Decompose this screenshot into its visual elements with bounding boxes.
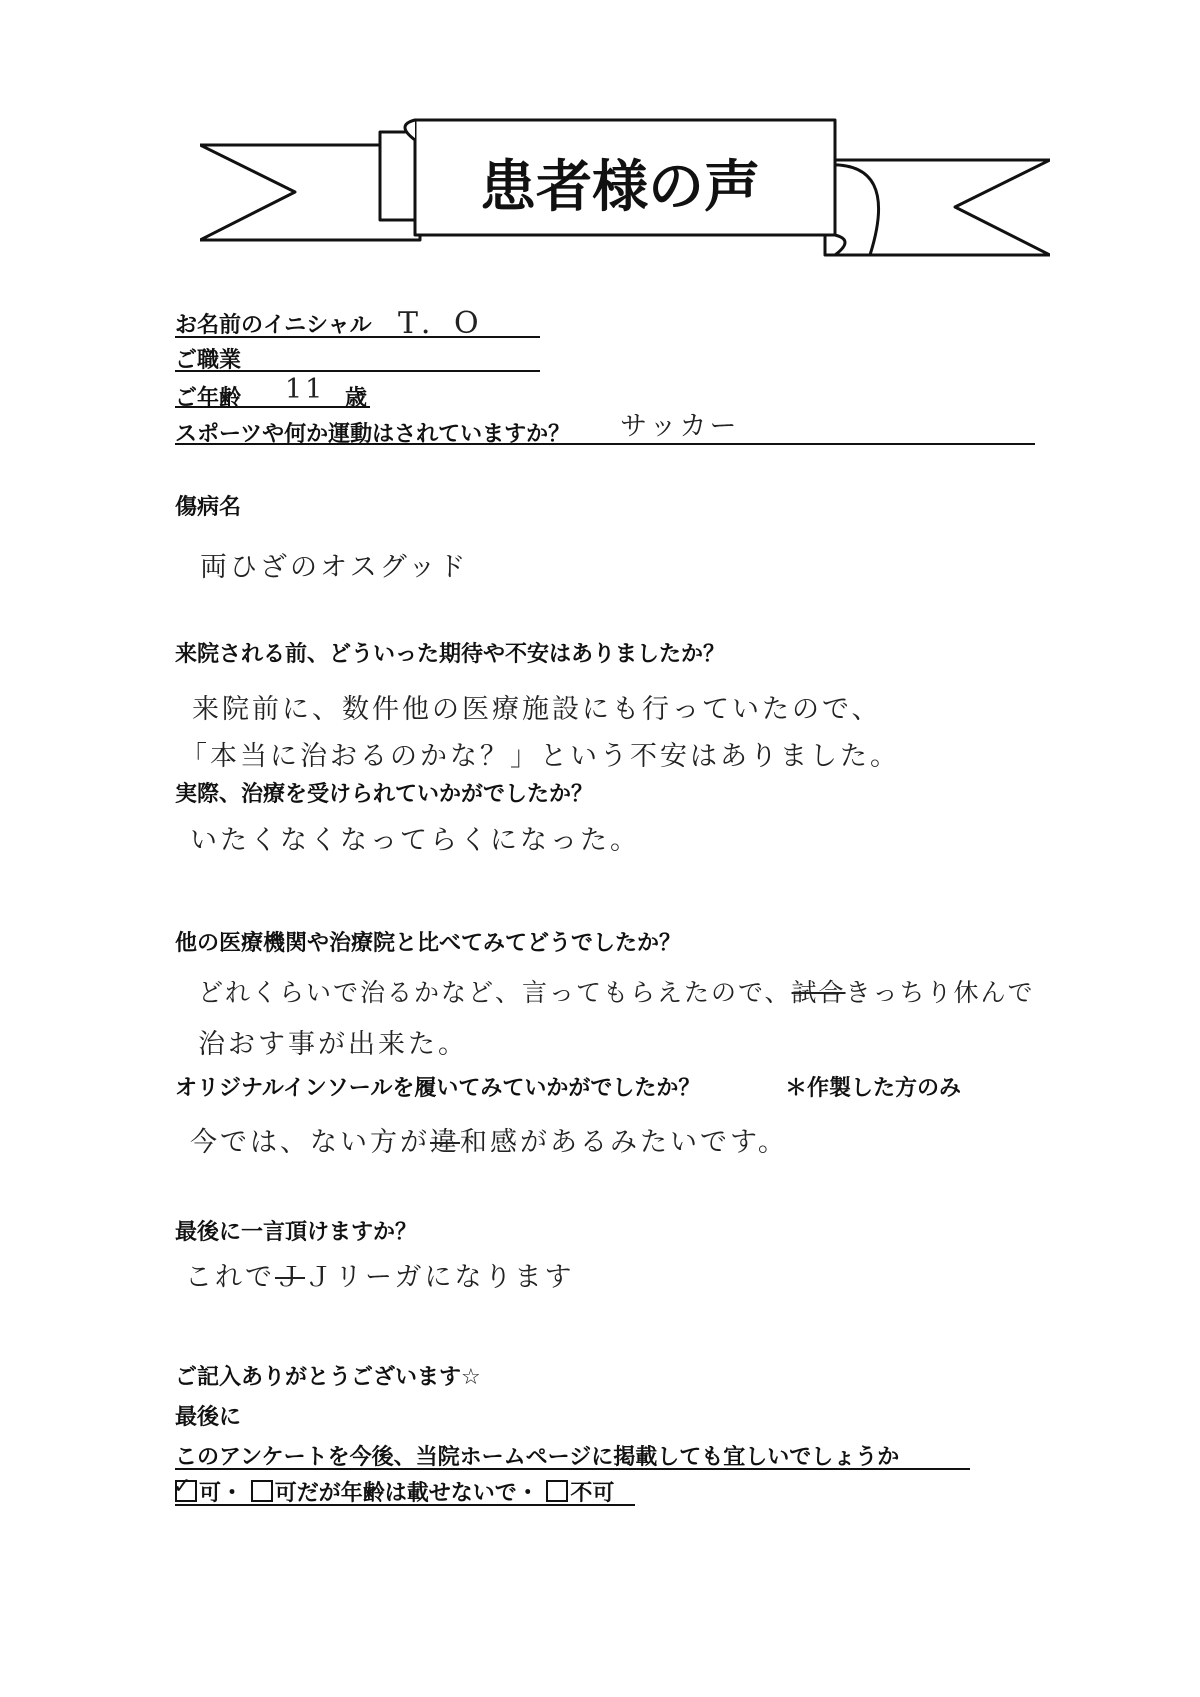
comparison-answer-text: きっちり休んで bbox=[845, 978, 1035, 1007]
options-underline bbox=[175, 1504, 635, 1506]
separator: ・ bbox=[221, 1481, 244, 1506]
option-label: 可だが年齢は載せないで bbox=[274, 1481, 517, 1506]
consent-options bbox=[175, 1476, 614, 1507]
last-word-label: 最後に一言頂けますか？ bbox=[175, 1220, 418, 1245]
age-value: 11 bbox=[285, 374, 326, 405]
comparison-label: 他の医療機関や治療院と比べてみてどうでしたか？ bbox=[175, 931, 682, 956]
last-word-answer-text: Ｊリーガになります bbox=[305, 1262, 575, 1293]
comparison-answer-line: 治おす事が出来た。 bbox=[198, 1029, 468, 1060]
insole-answer-text: 和感があるみたいです。 bbox=[460, 1127, 788, 1158]
expectations-answer-line: 来院前に、数件他の医療施設にも行っていたので、 bbox=[192, 694, 882, 725]
option-label: 可 bbox=[199, 1481, 222, 1506]
thanks-text: ご記入ありがとうございます☆ bbox=[175, 1365, 481, 1390]
expectations-answer-line: 「本当に治おるのかな？」という不安はありました。 bbox=[180, 741, 900, 772]
checkbox-option-allow[interactable] bbox=[173, 1474, 197, 1502]
comparison-answer-text: どれくらいで治るかなど、言ってもらえたので、 bbox=[198, 978, 792, 1007]
checkbox-option-deny[interactable] bbox=[546, 1480, 568, 1502]
page-title: 患者様の声 bbox=[480, 155, 760, 220]
sports-value: サッカー bbox=[620, 411, 740, 442]
insole-label: オリジナルインソールを履いてみていかがでしたか？ bbox=[175, 1076, 701, 1101]
initials-underline bbox=[175, 336, 540, 338]
age-underline bbox=[175, 406, 370, 408]
age-label: ご年齢 bbox=[175, 386, 242, 411]
checkbox-option-allow-no-age[interactable] bbox=[251, 1480, 273, 1502]
actual-label: 実際、治療を受けられていかがでしたか？ bbox=[175, 782, 594, 807]
injury-label: 傷病名 bbox=[175, 495, 242, 520]
expectations-label: 来院される前、どういった期待や不安はありましたか？ bbox=[175, 642, 726, 667]
occupation-label: ご職業 bbox=[175, 348, 242, 373]
insole-note: ＊作製した方のみ bbox=[785, 1076, 962, 1101]
check-mark-icon: ✓ bbox=[173, 1474, 192, 1499]
last-word-answer-text: これで bbox=[185, 1262, 275, 1293]
injury-answer: 両ひざのオスグッド bbox=[200, 552, 469, 583]
struck-text: Ｊ bbox=[275, 1262, 305, 1293]
option-label: 不可 bbox=[570, 1481, 615, 1506]
actual-answer: いたくなくなってらくになった。 bbox=[190, 825, 640, 856]
last-word-answer bbox=[185, 1255, 574, 1294]
insole-answer-text: 今では、ない方が bbox=[190, 1127, 430, 1158]
insole-answer bbox=[190, 1120, 788, 1159]
consent-question: このアンケートを今後、当院ホームページに掲載しても宜しいでしょうか bbox=[175, 1445, 900, 1470]
consent-underline bbox=[175, 1468, 970, 1470]
initials-value: T．O bbox=[398, 306, 482, 341]
sports-underline bbox=[175, 443, 1035, 445]
struck-text: 試合 bbox=[791, 978, 846, 1007]
sports-label: スポーツや何か運動はされていますか？ bbox=[175, 422, 571, 447]
last-text: 最後に bbox=[175, 1405, 242, 1430]
separator: ・ bbox=[516, 1481, 539, 1506]
struck-text: 違 bbox=[430, 1127, 460, 1158]
comparison-answer-line bbox=[198, 973, 1035, 1009]
initials-label: お名前のイニシャル bbox=[175, 313, 372, 338]
occupation-underline bbox=[175, 370, 540, 372]
age-unit: 歳 bbox=[345, 386, 368, 411]
